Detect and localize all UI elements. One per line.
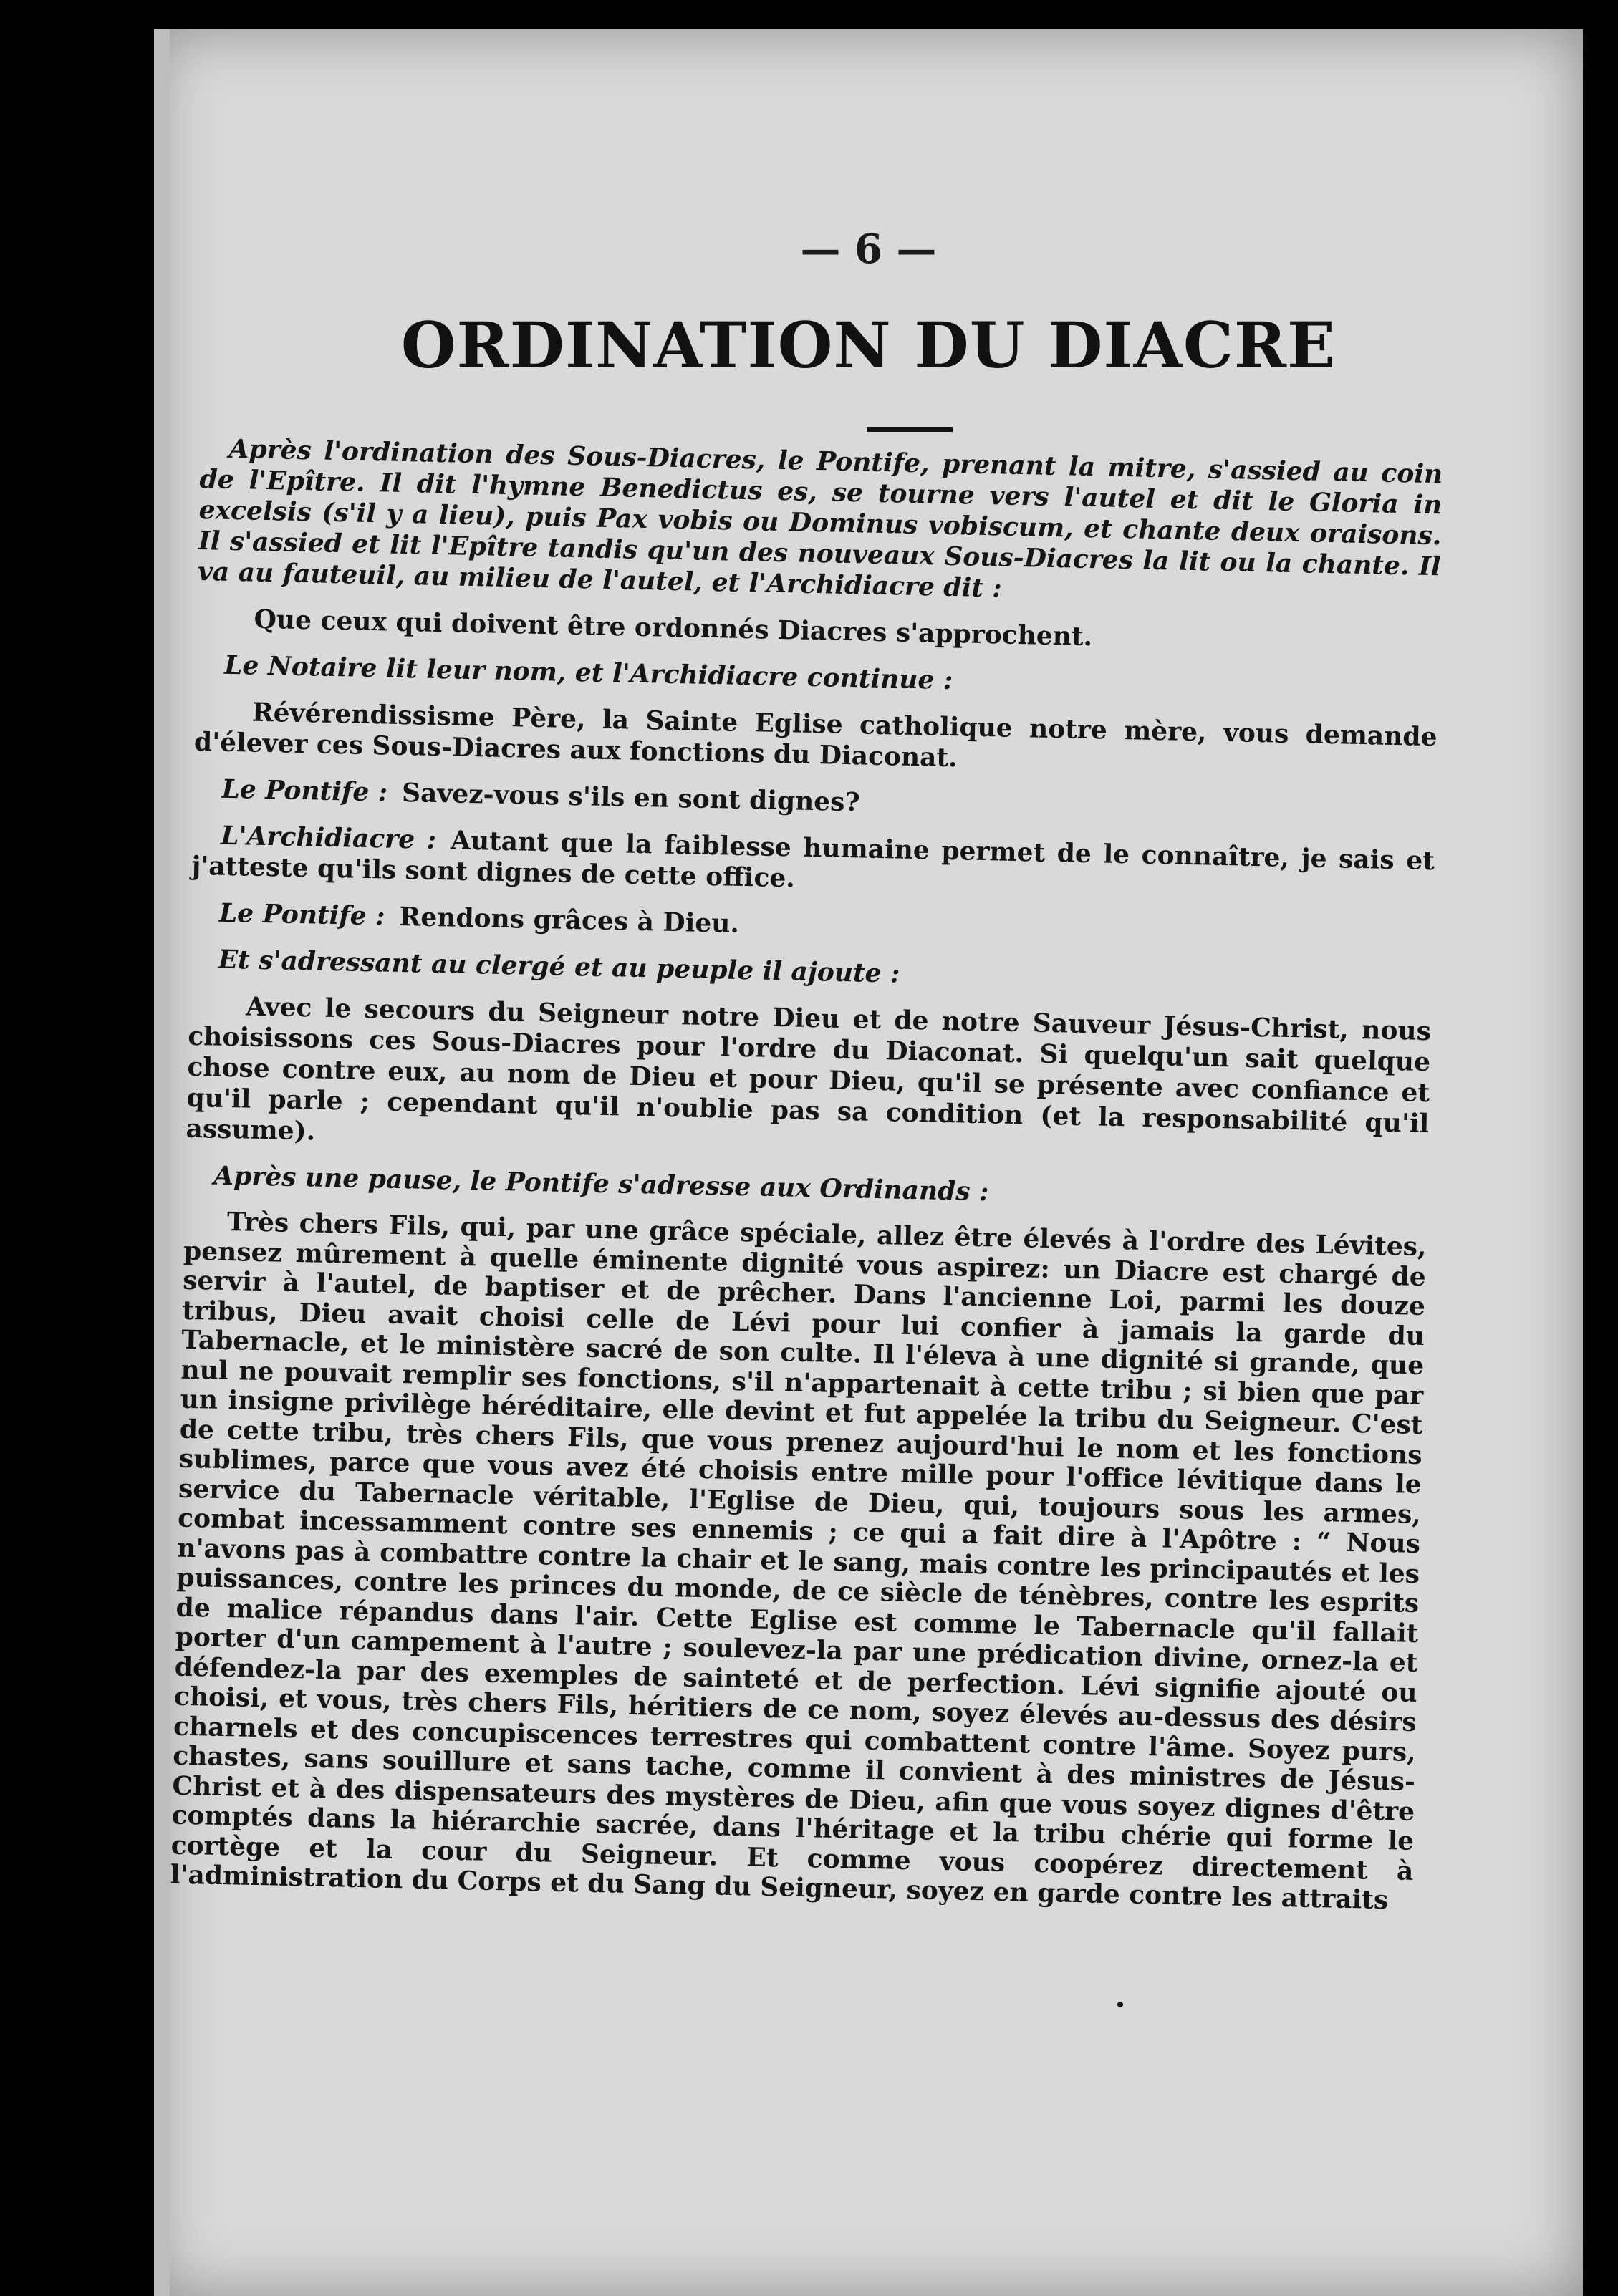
title-rule: [867, 427, 953, 432]
main-text: [170, 433, 1443, 1931]
archdeacon-request: Révérendissisme Père, la Sainte Eglise catholique notre mère, vous demande d'élever ces Sous-Diacres aux fonctions du Diaconat.: [193, 697, 1438, 773]
speaker-label: Le Pontife :: [221, 773, 388, 808]
spoken-text: Savez-vous s'ils en sont dignes?: [401, 778, 860, 818]
intro-rubric: Après l'ordination des Sous-Diacres, le Pontife, prenant la mitre, s'assied au coin de l'Epître. Il dit l'hymne Benedictus es, se tourne vers l'autel et dit le Gloria in excelsis (s'il y a lieu), puis Pax vobis ou Dominus vobiscum, et chante deux oraisons. Il s'assied et lit l'Epître tandis qu'un des nouveaux Sous-Diacres la lit ou la chante. Il va au fauteuil, au milieu de l'autel, et l'Archidiacre dit :: [197, 433, 1443, 604]
spoken-text: Autant que la faiblesse humaine permet de le connaître, je sais et j'atteste qu'ils sont dignes de cette office.: [191, 825, 1435, 894]
dialogue-line: [191, 897, 1434, 954]
speaker-label: L'Archidiacre :: [220, 820, 437, 856]
spoken-text: Rendons grâces à Dieu.: [399, 901, 740, 939]
exhortation-text: Très chers Fils, qui, par une grâce spéciale, allez être élevés à l'ordre des Lévites, pensez mûrement à quelle éminente dignité vous aspirez: un Diacre est chargé de servir à l'autel, de baptiser et de prêcher. Dans l'ancienne Loi, parmi les douze tribus, Dieu avait choisi celle de Lévi pour lui confier à jamais la garde du Tabernacle, et le ministère sacré de son culte. Il l'éleva à une dignité si grande, que nul ne pouvait remplir ses fonctions, s'il n'appartenait à cette tribu ; si bien que par un insigne privilège héréditaire, elle devint et fut appelée la tribu du Seigneur. C'est de cette tribu, très chers Fils, que vous prenez aujourd'hui le nom et les fonctions sublimes, parce que vous avez été choisis entre mille pour l'office lévitique dans le service du Tabernacle véritable, l'Eglise de Dieu, qui, toujours sous les armes, combat incessamment contre ses ennemis ; ce qui a fait dire à l'Apôtre : “ Nous n'avons pas à combattre contre la chair et le sang, mais contre les principautés et les puissances, contre les princes du monde, de ce siècle de ténèbres, contre les esprits de malice répandus dans l'air. Cette Eglise est comme le Tabernacle qu'il fallait porter d'un campement à l'autre ; soulevez-la par une prédication divine, ornez-la et défendez-la par des exemples de sainteté et de perfection. Lévi signifie ajouté ou choisi, et vous, très chers Fils, héritiers de ce nom, soyez élevés au-dessus des désirs charnels et des concupiscences terrestres qui combattent contre l'âme. Soyez purs, chastes, sans souillure et sans tache, comme il convient à des ministres de Jésus-Christ et à des dispensateurs des mystères de Dieu, afin que vous soyez dignes d'être comptés dans la hiérarchie sacrée, dans l'héritage et la tribu chérie qui forme le cortège et la cour du Seigneur. Et comme vous coopérez directement à l'administration du Corps et du Sang du Seigneur, soyez en garde contre les attraits: [170, 1207, 1427, 1916]
page-number: — 6 —: [800, 226, 937, 273]
dialogue-line: [191, 820, 1435, 907]
ink-speck: [1117, 2002, 1123, 2007]
address-rubric: Et s'adressant au clergé et au peuple il ajoute :: [218, 944, 900, 989]
call-to-approach: Que ceux qui doivent être ordonnés Diacres s'approchent.: [254, 604, 1093, 652]
pause-rubric: Après une pause, le Pontife s'adresse aux Ordinands :: [213, 1160, 989, 1207]
notary-rubric: Le Notaire lit leur nom, et l'Archidiacre continue :: [223, 650, 953, 696]
dialogue-line: [193, 773, 1436, 830]
speaker-label: Le Pontife :: [218, 897, 385, 932]
page-title: ORDINATION DU DIACRE: [400, 308, 1337, 382]
address-text: Avec le secours du Seigneur notre Dieu et de notre Sauveur Jésus-Christ, nous choisissons ces Sous-Diacres pour l'ordre du Diaconat. Si quelqu'un sait quelque chose contre eux, au nom de Dieu et pour Dieu, qu'il se présente avec confiance et qu'il parle ; cependant qu'il n'oublie pas sa condition (et la responsabilité qu'il assume).: [186, 991, 1432, 1147]
